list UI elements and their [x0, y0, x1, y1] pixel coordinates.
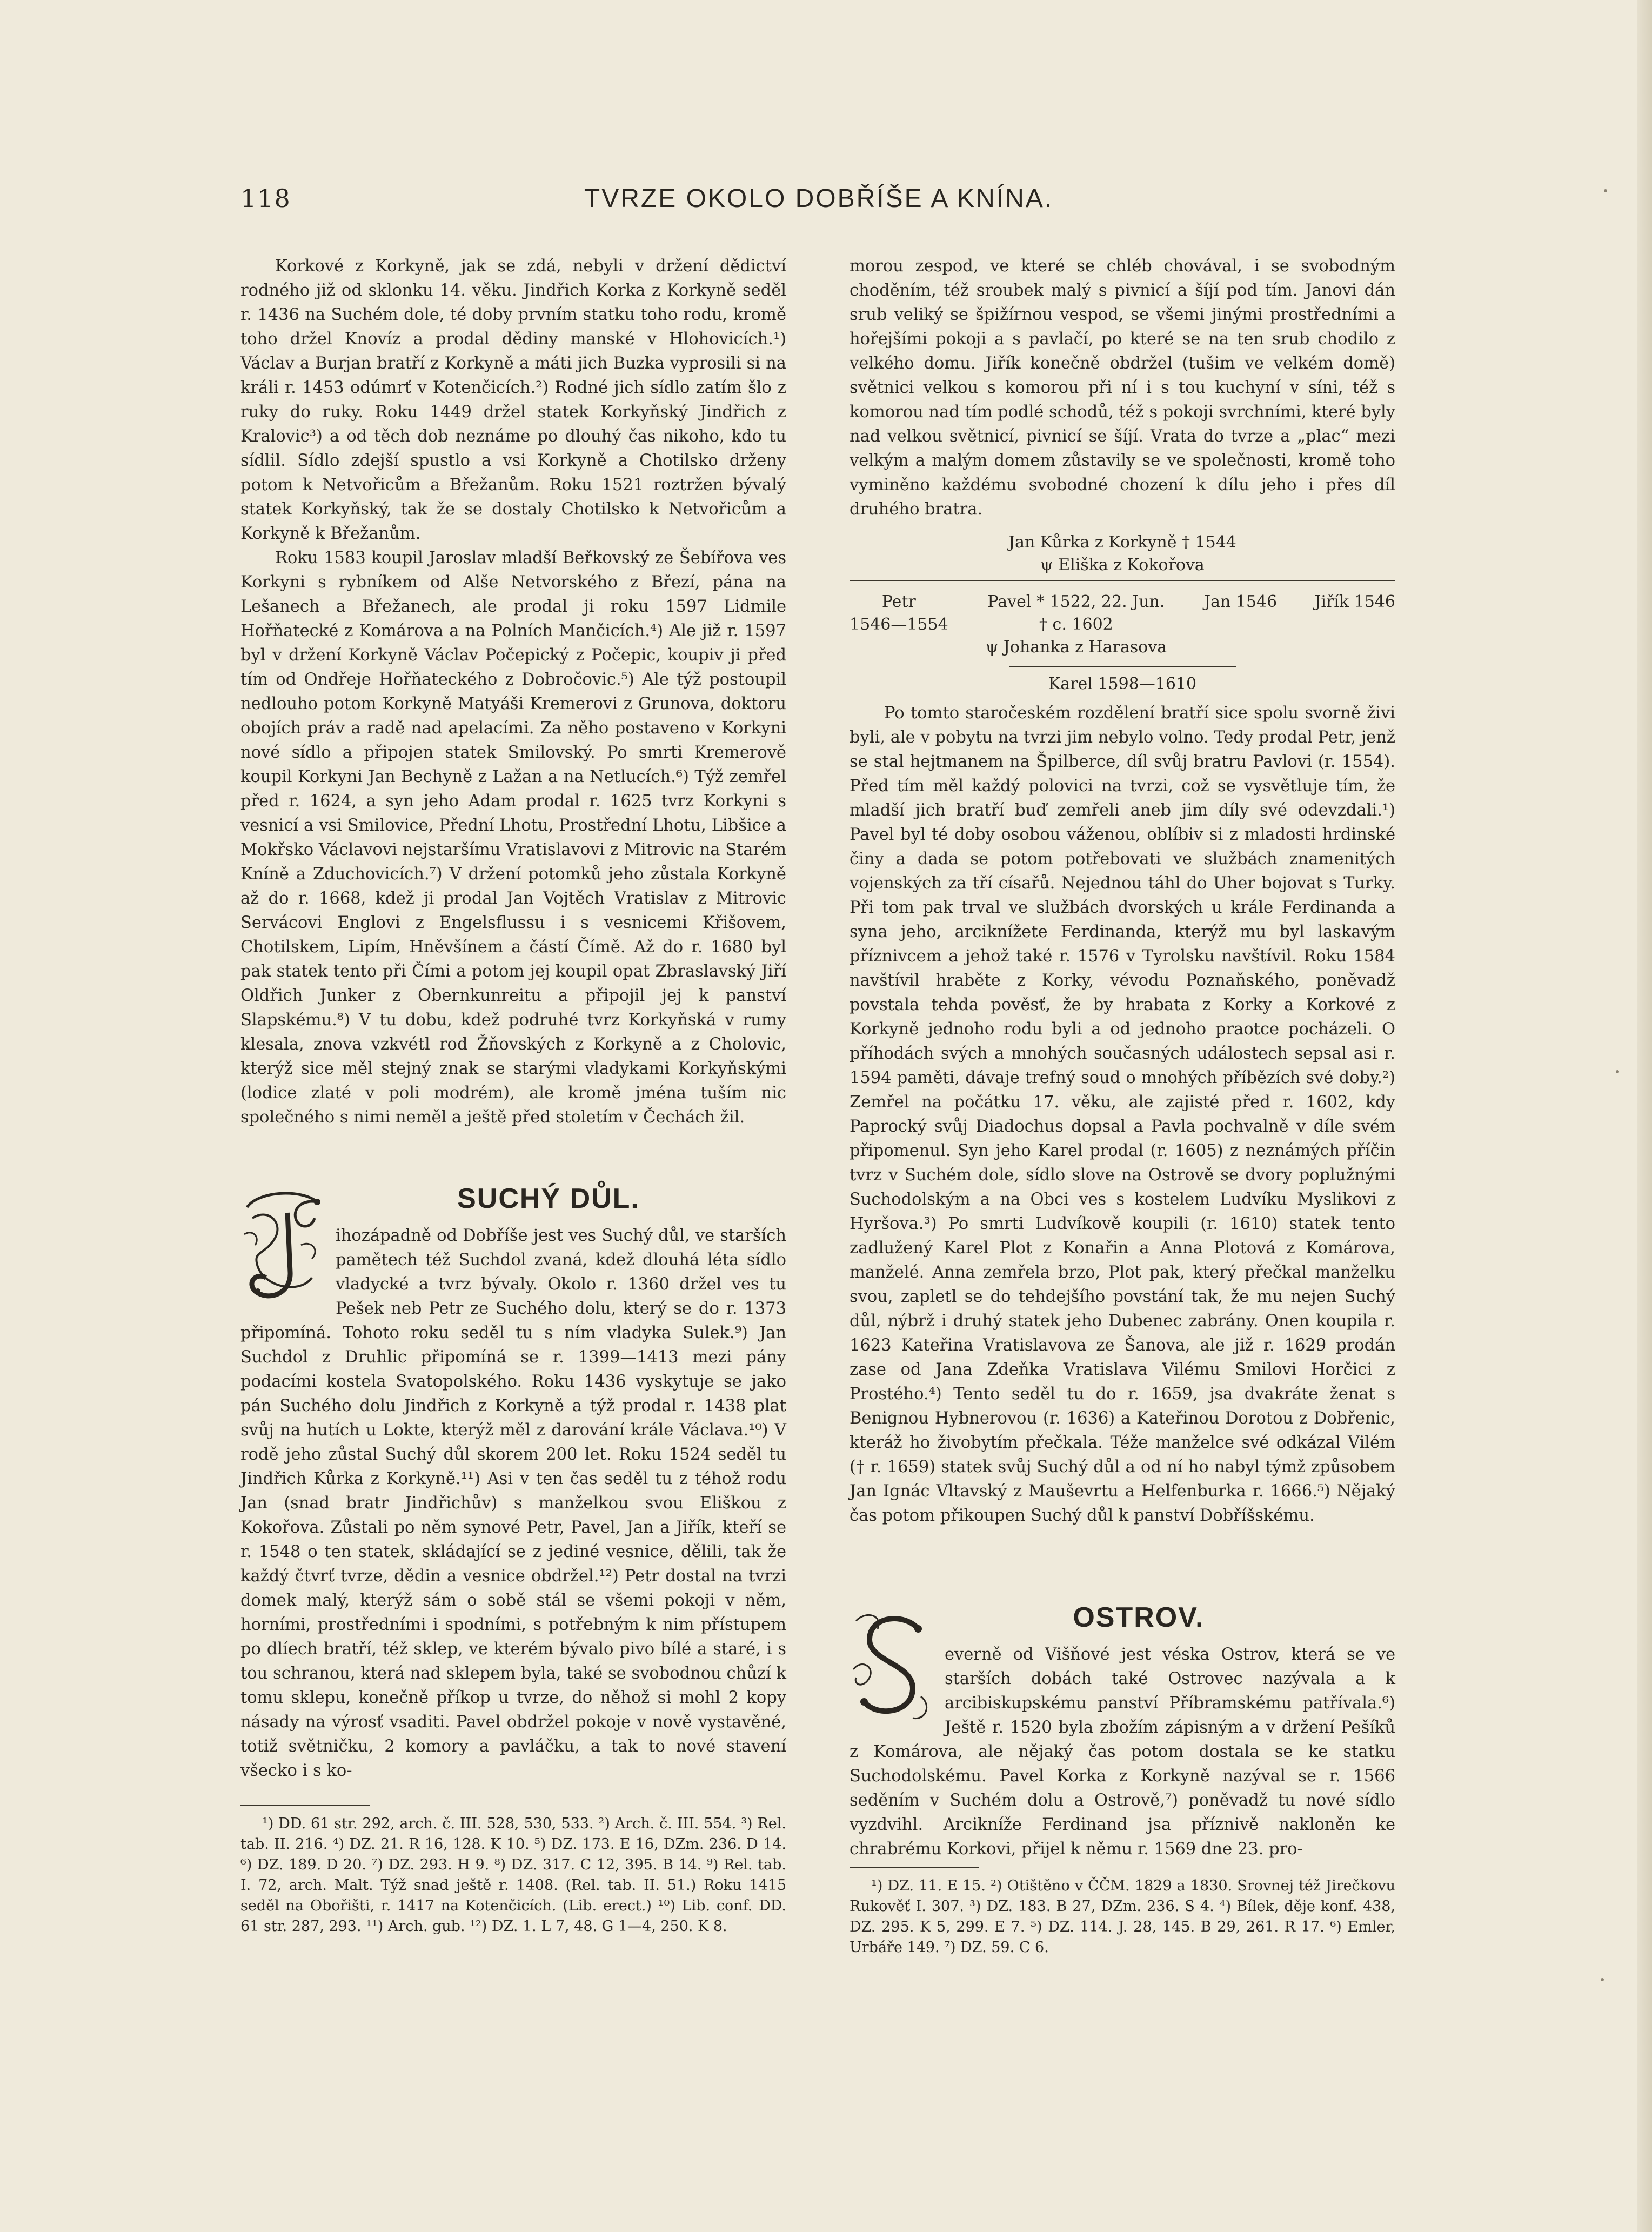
genealogy-parent: Jan Kůrka z Korkyně † 1544: [1008, 533, 1236, 552]
ornamental-initial-s-icon: [845, 1605, 937, 1729]
paragraph: Roku 1583 koupil Jaroslav mladší Beřkovský ze Šebířova ves Korkyni s rybníkem od Alše Netvorského z Březí, pána na Lešanech a Břežanech, ale prodal ji roku 1597 Lidmile Hořňatecké z Komárova a na Polních Mančicích.⁴) Ale již r. 1597 byl v držení Korkyně Václav Počepický z Počepic, koupiv ji před tím od Ondřeje Hořňateckého z Dobročovic.⁵) Ale týž postoupil nedlouho potom Korkyně Matyáši Kremerovi z Grunova, doktoru obojích práv a radě nad apelacími. Za něho postaveno v Korkyni nové sídlo a připojen statek Smilovský. Po smrti Kremerově koupil Korkyni Jan Bechyně z Lažan a na Netlucích.⁶) Týž zemřel před r. 1624, a syn jeho Adam prodal r. 1625 tvrz Korkyni s vesnicí a vsi Smilovice, Přední Lhotu, Prostřední Lhotu, Libšice a Mokřsko Václavovi nejstaršímu Vratislavovi z Mitrovic na Starém Kníně a Zduchovicích.⁷) V držení potomků jeho zůstala Korkyně až do r. 1668, kdež ji prodal Jan Vojtěch Vratislav z Mitrovic Servácovi Englovi z Engelsflussu i s vesnicemi Křišovem, Chotilskem, Lipím, Hněvšínem a částí Čímě. Až do r. 1680 byl pak statek tento při Čími a potom jej koupil opat Zbraslavský Jiří Oldřich Junker z Obernkunreitu a připojil jej k panství Slapskému.⁸) V tu dobu, kdež podruhé tvrz Korkyňská v rumy klesala, znova vzkvétl rod Žňovských z Korkyně a z Cholovic, kterýž sice měl stejný znak se starými vladykami Korkyňskými (lodice zlaté v poli modrém), ale kromě jména tuším nic společného s nimi neměl a ještě před stoletím v Čechách žil.: [240, 549, 786, 1127]
page-number: 118: [240, 184, 291, 213]
running-title: TVRZE OKOLO DOBŘÍŠE A KNÍNA.: [584, 184, 1054, 213]
footnote-text: ¹) DZ. 11. E 15. ²) Otištěno v ČČM. 1829 a 1830. Srovnej též Jirečkovu Rukověť I. 307. ³) DZ. 183. B 27, DZm. 236. S 4. ⁴) Bílek, děje konf. 438, DZ. 295. K 5, 299. E 7. ⁵) DZ. 114. J. 28, 145. B 29, 261. R 17. ⁶) Emler, Urbáře 149. ⁷) DZ. 59. C 6.: [850, 1877, 1395, 1956]
speck: [1616, 1070, 1619, 1073]
footnote-text: ¹) DD. 61 str. 292, arch. č. III. 528, 530, 533. ²) Arch. č. III. 554. ³) Rel. tab. II. 216. ⁴) DZ. 21. R 16, 128. K 10. ⁵) DZ. 173. E 16, DZm. 236. D 14. ⁶) DZ. 189. D 20. ⁷) DZ. 293. H 9. ⁸) DZ. 317. C 12, 395. B 14. ⁹) Rel. tab. I. 72, arch. Malt. Týž snad ještě r. 1408. (Rel. tab. II. 51.) Roku 1415 seděl na Obořišti, r. 1417 na Kotenčicích. (Lib. erect.) ¹⁰) Lib. conf. DD. 61 str. 287, 293. ¹¹) Arch. gub. ¹²) DZ. 1. L 7, 48. G 1—4, 250. K 8.: [240, 1815, 786, 1935]
genealogy-grandchild: Karel 1598—1610: [1009, 666, 1236, 696]
left-column: [240, 254, 786, 1783]
section-body: [240, 1224, 786, 1783]
footnotes-right: [850, 1867, 1395, 1958]
genealogy-table: [850, 531, 1395, 696]
paragraph: morou zespod, ve které se chléb chovával, i se svobodným choděním, též sroubek malý s pivnicí a šíjí pod tím. Janovi dán srub veliký se špižírnou vespod, se všemi jinými prostředními a hořejšími pokoji a s pavlačí, po které se na ten srub chodilo z velkého domu. Jiřík konečně obdržel (tušim ve velkém domě) světnici velkou s komorou při ní i s tou kuchyní v síni, též s komorou nad tím podlé schodů, též s pokoji svrchními, které byly nad velkou světnicí, pivnicí se šíjí. Vrata do tvrze a „plac“ mezi velkým a malým domem zůstavily se ve společnosti, kromě toho vyminěno každému svobodné chození k dílu jeho i přes díl druhého bratra.: [850, 257, 1395, 519]
genealogy-child: Jan 1546: [1204, 592, 1278, 611]
genealogy-children: [850, 580, 1395, 659]
footnotes-left: [240, 1805, 786, 1937]
speck: [1604, 189, 1607, 192]
section-title-ostrov: OSTROV.: [1073, 1602, 1205, 1633]
genealogy-child: Jiřík 1546: [1314, 592, 1395, 611]
footnote-rule: [240, 1805, 370, 1806]
footnote-rule: [850, 1867, 979, 1868]
genealogy-child: Pavel * 1522, 22. Jun. † c. 1602 ψ Johanka z Harasova: [985, 592, 1167, 657]
ornamental-initial-j-icon: [236, 1186, 328, 1310]
right-column: [850, 254, 1395, 1861]
speck: [1601, 1978, 1604, 1981]
paragraph: Po tomto staročeském rozdělení bratří sice spolu svorně živi byli, ale v pobytu na tvrzi jim nebylo volno. Tedy prodal Petr, jenž se stal hejtmanem na Špilberce, díl svůj bratru Pavlovi (r. 1554). Před tím měl každý polovici na tvrzi, což se vysvětluje tím, že mladší jich bratří buď zemřeli aneb jim díly své odevzdali.¹) Pavel byl té doby osobou váženou, oblíbiv si z mladosti hrdinské činy a dada se potom potřebovati ve službách znamenitých vojenských za tří císařů. Nejednou táhl do Uher bojovat s Turky. Při tom pak trval ve službách dvorských u krále Ferdinanda a syna jeho, arciknížete Ferdinanda, kterýž mu byl laskavým příznivcem a jehož také r. 1576 v Tyrolsku navštívil. Roku 1584 navštívil hraběte z Korky, vévodu Poznaňského, poněvadž povstala tehda pověsť, že by hrabata z Korky a Korkové z Korkyně jednoho rodu byli a od jednoho praotce pocházeli. O příhodách svých a mnohých současných událostech sepsal asi r. 1594 paměti, dávaje trefný soud o mnohých příbězích své doby.²) Zemřel na počátku 17. věku, ale zajisté před r. 1602, kdy Paprocký svůj Diadochus dopsal a Pavla pochvalně v díle svém připomenul. Syn jeho Karel prodal (r. 1605) z neznámých příčin tvrz v Suchém dole, sídlo slove na Ostrově se dvory poplužnými Suchodolským a na Obci ves s kostelem Ludvíku Myslikovi z Hyršova.³) Po smrti Ludvíkově koupili (r. 1610) statek tento zadlužený Karel Plot z Konařin a Anna Plotová z Komárova, manželé. Anna zemřela brzo, Plot pak, který přečkal manželku svou, zapletl se do tehdejšího povstání tak, že mu nejen Suchý důl, nýbrž i druhý statek jeho Dubenec zabrány. Onen koupila r. 1623 Kateřina Vratislavova ze Šanova, ale již r. 1629 prodán zase od Jana Zdeňka Vratislava Vilému Smilovi Horčici z Prostého.⁴) Tento seděl tu do r. 1659, jsa dvakráte ženat s Benignou Hybnerovou (r. 1636) a Kateřinou Dorotou z Dobřenic, kteráž ho živobytím přečkala. Téže manželce své odkázal Vilém († r. 1659) statek svůj Suchý důl a od ní ho nabyl týmž způsobem Jan Ignác Vltavský z Mauševrtu a Helfenburka r. 1666.⁵) Nějaký čas potom přikoupen Suchý důl k panství Dobříšskému.: [850, 704, 1395, 1525]
genealogy-parent-spouse: ψ Eliška z Kokořova: [1040, 556, 1205, 574]
section-body: [850, 1642, 1395, 1861]
paragraph: everně od Višňové jest véska Ostrov, která se ve starších dobách také Ostrovec nazývala a k arcibiskupskému panství Příbramskému patřívala.⁶) Ještě r. 1520 byla zbožím zápisným a v držení Pešíků z Komárova, ale nějaký čas potom dostala se ke statku Suchodolskému. Pavel Korka z Korkyně nazýval se r. 1566 seděním v Suchém dolu a Ostrově,⁷) poněvadž tu nové sídlo vyzdvihl. Arcikníže Ferdinand jsa příznivě nakloněn ke chrabrému Korkovi, přijel k němu r. 1569 dne 23. pro-: [850, 1645, 1395, 1859]
page-header: [240, 184, 1397, 232]
page-edge: [1637, 0, 1652, 2232]
paragraph: Korkové z Korkyně, jak se zdá, nebyli v držení dědictví rodného již od sklonku 14. věku. Jindřich Korka z Korkyně seděl r. 1436 na Suchém dole, té doby prvním statku toho rodu, kromě toho držel Knovíz a prodal dědiny manské v Hlohovicích.¹) Václav a Burjan bratří z Korkyně a máti jich Buzka vyprosili si na králi r. 1453 odúmrť v Kotenčicích.²) Rodné jich sídlo zatím šlo z ruky do ruky. Roku 1449 držel statek Korkyňský Jindřich z Kralovic³) a od těch dob neznáme po dlouhý čas nikoho, kdo tu sídlil. Sídlo zdejší spustlo a vsi Korkyně a Chotilsko drženy potom k Netvořicům a Břežanům. Roku 1521 roztržen bývalý statek Korkyňský, tak že se dostaly Chotilsko k Netvořicům a Korkyně k Břežanům.: [240, 257, 786, 543]
genealogy-child: Petr 1546—1554: [850, 592, 948, 634]
section-title-suchy-dul: SUCHÝ DŮL.: [457, 1183, 640, 1214]
paragraph: ihozápadně od Dobříše jest ves Suchý důl, ve starších pamětech též Suchdol zvaná, kdež dlouhá léta sídlo vladycké a tvrz bývaly. Okolo r. 1360 držel ves tu Pešek neb Petr ze Suchého dolu, který se do r. 1373 připomíná. Tohoto roku seděl tu s ním vladyka Sulek.⁹) Jan Suchdol z Druhlic připomíná se r. 1399—1413 mezi pány podacími kostela Svatopolského. Roku 1436 vyskytuje se jako pán Suchého dolu Jindřich z Korkyně a týž prodal r. 1438 plat svůj na hutích u Lokte, kterýž měl z darování krále Václava.¹⁰) V rodě jeho zůstal Suchý důl skorem 200 let. Roku 1524 seděl tu Jindřich Kůrka z Korkyně.¹¹) Asi v ten čas seděl tu z téhož rodu Jan (snad bratr Jindřichův) s manželkou svou Eliškou z Kokořova. Zůstali po něm synové Petr, Pavel, Jan a Jiřík, kteří se r. 1548 o ten statek, skládající se z jediné vesnice, dělili, tak že každý čtvrť tvrze, dědin a vesnice obdržel.¹²) Petr dostal na tvrzi domek malý, kterýž sám o sobě stál se všemi pokoji v něm, horními, prostředními i spodními, s potřebným k nim přístupem po dlíech bratří, též sklep, ve kterém bývalo pivo bílé a staré, i s tou schranou, která nad sklepem byla, také se svobodnou chůzí k tomu sklepu, konečně příkop u tvrze, do něhož si mohl 2 kopy násady na výrosť vsaditi. Pavel obdržel pokoje v nově vystavěné, totiž světničku, 2 komory a pavláčku, a tak to nové stavení všecko i s ko-: [240, 1226, 786, 1780]
